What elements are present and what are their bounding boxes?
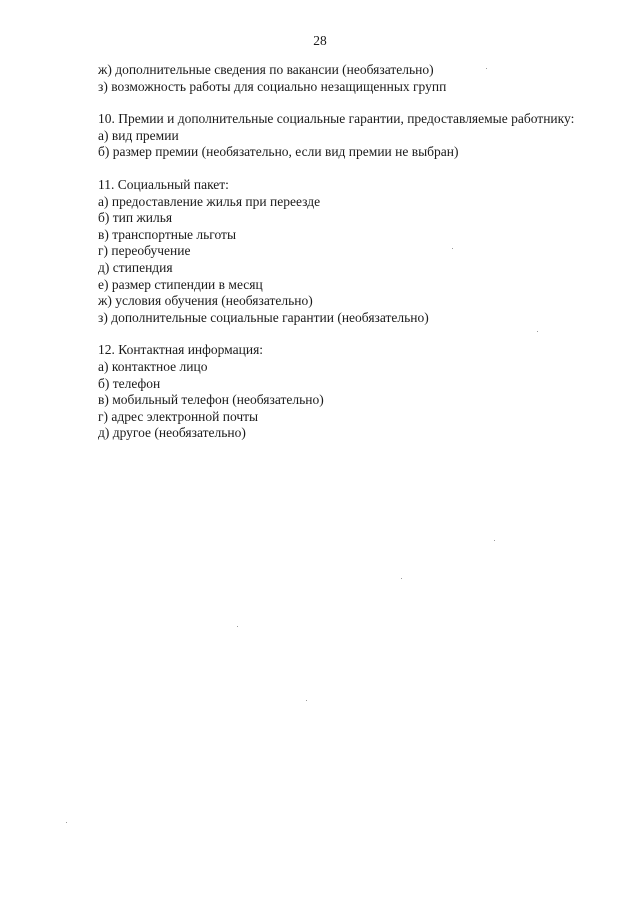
scan-speck (537, 331, 538, 332)
section-spacer (98, 326, 598, 342)
list-item: д) стипендия (98, 259, 173, 275)
list-item: е) размер стипендии в месяц (98, 276, 263, 292)
section-heading: 11. Социальный пакет: (98, 176, 229, 192)
scan-speck (486, 68, 487, 69)
list-item: б) размер премии (необязательно, если вид премии не выбран) (98, 144, 459, 160)
list-item: г) адрес электронной почты (98, 408, 259, 424)
scan-speck (401, 578, 402, 579)
list-item: а) предоставление жилья при переезде (98, 193, 321, 209)
section-social-package (98, 177, 598, 326)
list-item: г) переобучение (98, 243, 191, 259)
list-item: з) возможность работы для социально незащищенных групп (98, 78, 447, 94)
list-item: з) дополнительные социальные гарантии (необязательно) (98, 309, 429, 325)
section-vacancy-extra (98, 62, 598, 95)
scan-speck (66, 822, 67, 823)
list-item: б) тип жилья (98, 210, 173, 226)
list-item: в) транспортные льготы (98, 226, 237, 242)
section-bonuses (98, 111, 598, 161)
list-item: д) другое (необязательно) (98, 425, 246, 441)
list-item: а) контактное лицо (98, 358, 208, 374)
scan-speck (452, 248, 453, 249)
scan-speck (494, 540, 495, 541)
section-spacer (98, 161, 598, 177)
section-heading: 12. Контактная информация: (98, 342, 264, 358)
list-item: ж) условия обучения (необязательно) (98, 293, 313, 309)
list-item: в) мобильный телефон (необязательно) (98, 392, 324, 408)
list-item: а) вид премии (98, 127, 179, 143)
section-contact-info (98, 342, 598, 442)
scan-speck (306, 700, 307, 701)
document-body (98, 62, 598, 442)
section-spacer (98, 95, 598, 111)
scan-speck (237, 626, 238, 627)
page-number: 28 (313, 33, 327, 48)
section-heading: 10. Премии и дополнительные социальные гарантии, предоставляемые работнику: (98, 111, 575, 127)
list-item: ж) дополнительные сведения по вакансии (необязательно) (98, 62, 434, 77)
list-item: б) телефон (98, 375, 161, 391)
